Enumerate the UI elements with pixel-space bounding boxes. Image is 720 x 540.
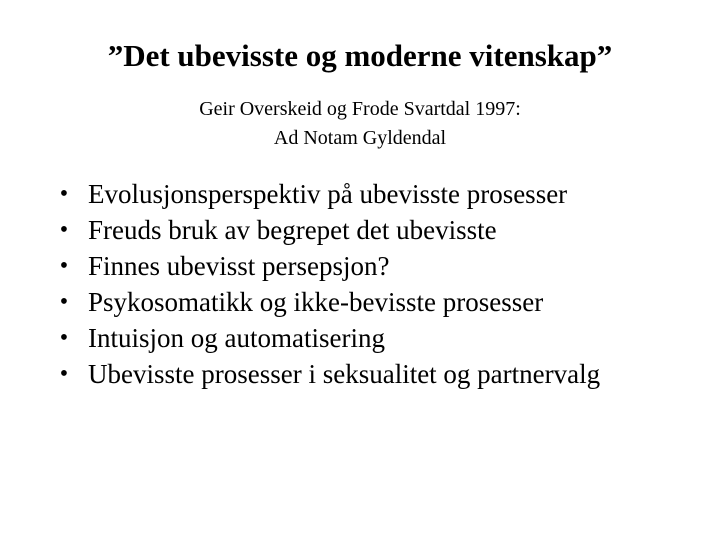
list-item — [0, 356, 688, 392]
list-item — [0, 176, 688, 212]
slide-title: ”Det ubevisste og moderne vitenskap” — [107, 38, 613, 73]
list-item — [0, 212, 688, 248]
bullet-text: Intuisjon og automatisering — [88, 323, 385, 353]
list-item — [0, 320, 688, 356]
bullet-icon: • — [59, 361, 69, 387]
bullet-icon: • — [59, 289, 69, 315]
subtitle-line-publisher: Ad Notam Gyldendal — [273, 127, 447, 149]
bullet-text: Ubevisste prosesser i seksualitet og partnervalg — [88, 359, 601, 389]
bullet-text: Finnes ubevisst persepsjon? — [88, 251, 390, 281]
bullet-text: Freuds bruk av begrepet det ubevisste — [88, 215, 497, 245]
list-item — [0, 248, 688, 284]
bullet-text: Psykosomatikk og ikke-bevisste prosesser — [88, 287, 544, 317]
subtitle-line-authors: Geir Overskeid og Frode Svartdal 1997: — [199, 98, 521, 120]
bullet-icon: • — [59, 325, 69, 351]
list-item — [0, 284, 688, 320]
bullet-icon: • — [59, 217, 69, 243]
bullet-list — [0, 176, 720, 392]
bullet-text: Evolusjonsperspektiv på ubevisste prosesser — [88, 179, 568, 209]
slide-subtitle — [0, 95, 720, 153]
bullet-icon: • — [59, 253, 69, 279]
bullet-icon: • — [59, 181, 69, 207]
